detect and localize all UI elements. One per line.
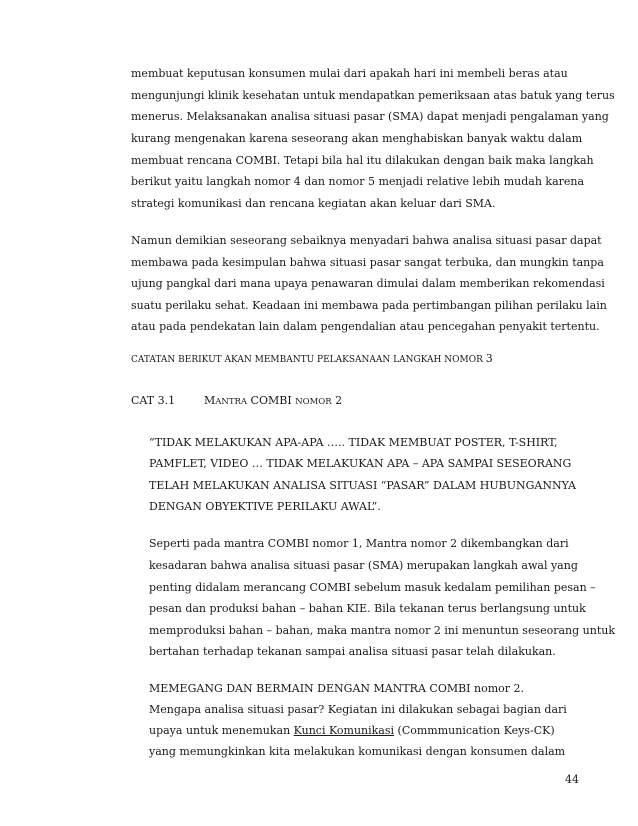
- cat-title-smallcaps: ANTRA: [215, 397, 248, 407]
- cat-title-nomor: NOMOR: [295, 397, 332, 407]
- text-line: memproduksi bahan – bahan, maka mantra nomor 2 ini menuntun seseorang untuk: [149, 624, 616, 637]
- text-line: penting didalam merancang COMBI sebelum masuk kedalam pemilihan pesan –: [149, 581, 596, 594]
- section-heading: [131, 352, 493, 367]
- text-line: strategi komunikasi dan rencana kegiatan akan keluar dari SMA.: [131, 197, 496, 210]
- text-line: pesan dan produksi bahan – bahan KIE. Bila tekanan terus berlangsung untuk: [149, 602, 586, 615]
- cat-number: CAT 3.1: [131, 394, 176, 407]
- page-number: 44: [565, 773, 579, 786]
- text-line: [149, 724, 555, 738]
- section-heading-number: 3: [485, 352, 493, 365]
- underlined-term: Kunci Komunikasi: [293, 724, 395, 737]
- cat-title-combi: COMBI: [247, 394, 296, 407]
- text-line: kurang mengenakan karena seseorang akan menghabiskan banyak waktu dalam: [131, 132, 583, 145]
- text-line: bertahan terhadap tekanan sampai analisa situasi pasar telah dilakukan.: [149, 645, 556, 658]
- text-line: ujung pangkal dari mana upaya penawaran dimulai dalam memberikan rekomendasi: [131, 277, 605, 290]
- cat-title-initial: M: [204, 394, 216, 407]
- text-line: kesadaran bahwa analisa situasi pasar (SMA) merupakan langkah awal yang: [149, 559, 578, 572]
- text-line: yang memungkinkan kita melakukan komunikasi dengan konsumen dalam: [149, 745, 566, 758]
- text-line: membuat keputusan konsumen mulai dari apakah hari ini membeli beras atau: [131, 67, 568, 80]
- text-line: Seperti pada mantra COMBI nomor 1, Mantra nomor 2 dikembangkan dari: [149, 537, 569, 550]
- quote-line: TELAH MELAKUKAN ANALISA SITUASI “PASAR” DALAM HUBUNGANNYA: [149, 479, 576, 492]
- text-line: menerus. Melaksanakan analisa situasi pasar (SMA) dapat menjadi pengalaman yang: [131, 110, 609, 123]
- subheading-line: MEMEGANG DAN BERMAIN DENGAN MANTRA COMBI nomor 2.: [149, 682, 525, 695]
- text-line: membawa pada kesimpulan bahwa situasi pasar sangat terbuka, dan mungkin tanpa: [131, 256, 604, 269]
- text-line: membuat rencana COMBI. Tetapi bila hal itu dilakukan dengan baik maka langkah: [131, 154, 594, 167]
- text-line: mengunjungi klinik kesehatan untuk mendapatkan pemeriksaan atas batuk yang terus: [131, 89, 615, 102]
- text-line: Mengapa analisa situasi pasar? Kegiatan ini dilakukan sebagai bagian dari: [149, 703, 567, 716]
- text-segment: (Commmunication Keys-CK): [394, 724, 555, 737]
- section-heading-text: CATATAN BERIKUT AKAN MEMBANTU PELAKSANAAN LANGKAH NOMOR: [131, 355, 483, 365]
- quote-line: “TIDAK MELAKUKAN APA-APA ….. TIDAK MEMBUAT POSTER, T-SHIRT,: [149, 436, 558, 449]
- text-line: atau pada pendekatan lain dalam pengendalian atau pencegahan penyakit tertentu.: [131, 320, 600, 333]
- text-line: berikut yaitu langkah nomor 4 dan nomor 5 menjadi relative lebih mudah karena: [131, 175, 585, 188]
- quote-line: PAMFLET, VIDEO … TIDAK MELAKUKAN APA – APA SAMPAI SESEORANG: [149, 457, 572, 470]
- text-line: Namun demikian seseorang sebaiknya menyadari bahwa analisa situasi pasar dapat: [131, 234, 602, 247]
- cat-title: [204, 394, 342, 409]
- quote-line: DENGAN OBYEKTIVE PERILAKU AWAL”.: [149, 500, 381, 513]
- cat-title-number: 2: [331, 394, 343, 407]
- text-segment: upaya untuk menemukan: [149, 724, 294, 737]
- text-line: suatu perilaku sehat. Keadaan ini membawa pada pertimbangan pilihan perilaku lain: [131, 299, 607, 312]
